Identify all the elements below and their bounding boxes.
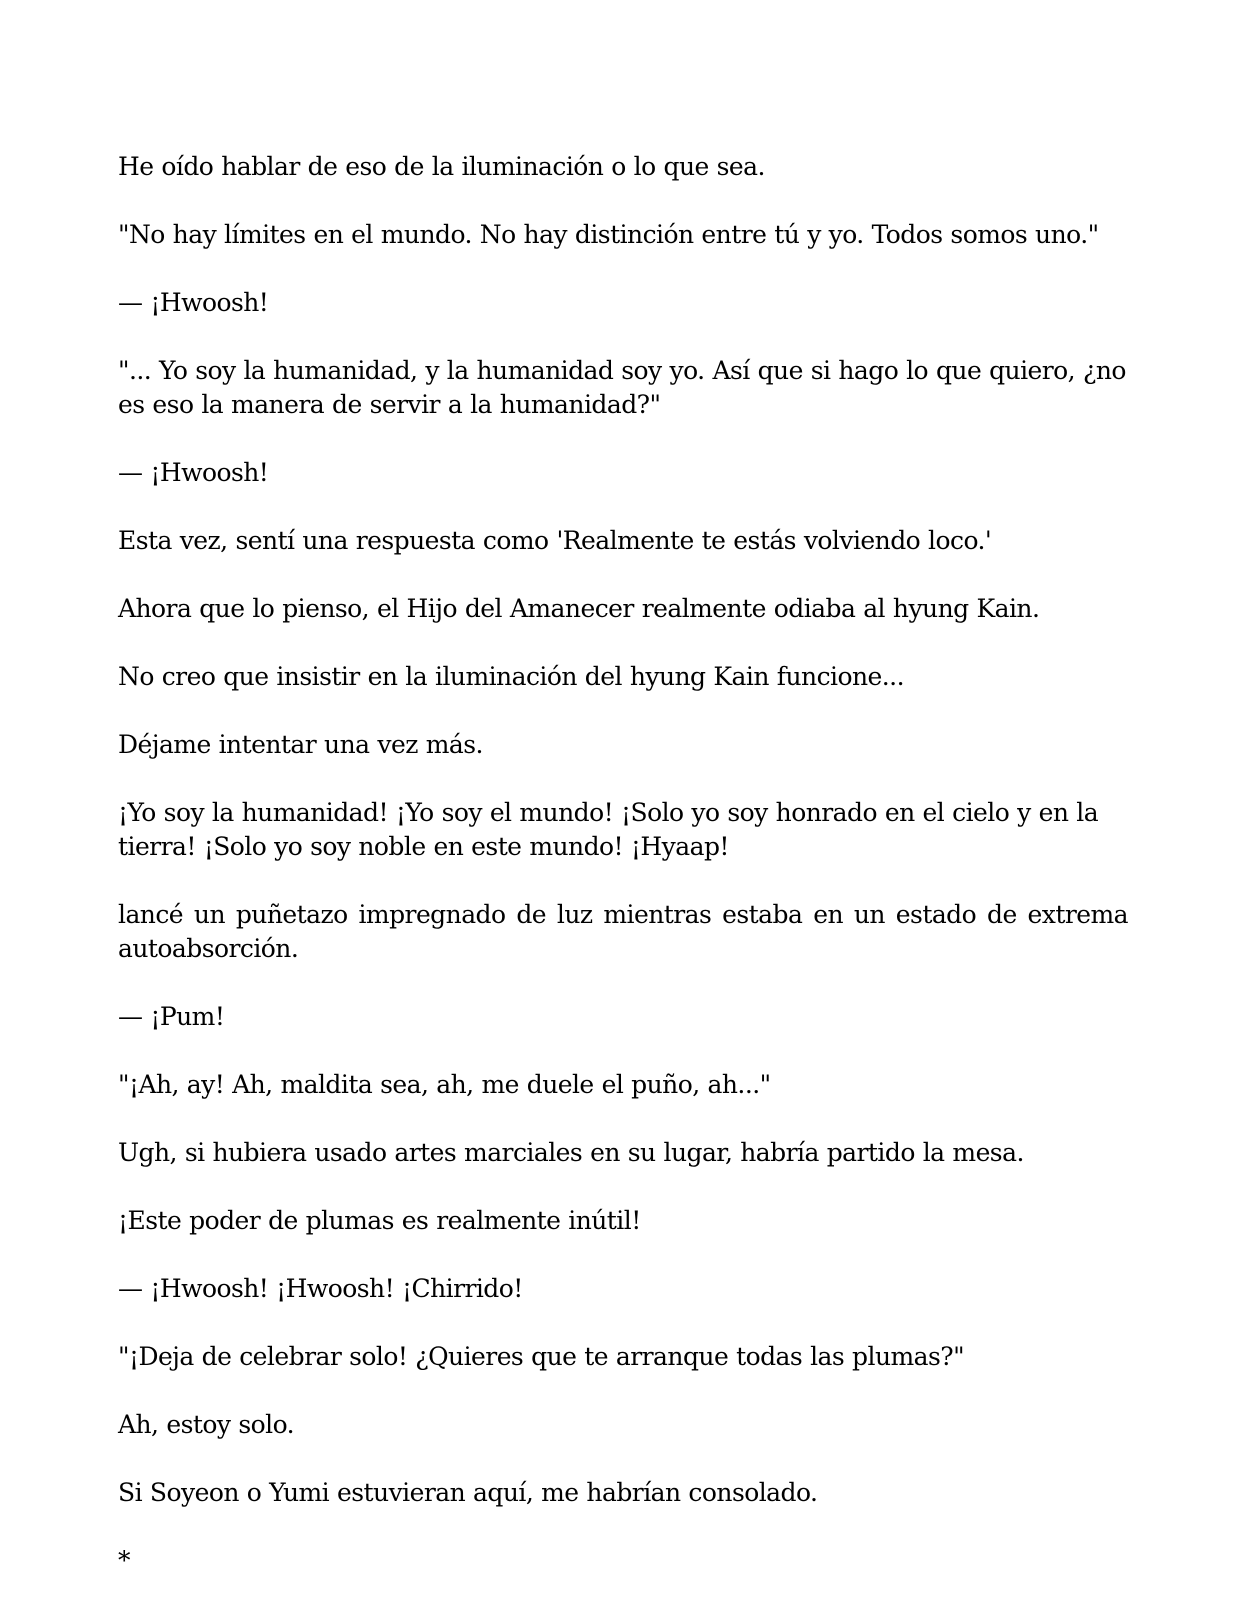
paragraph: Si Soyeon o Yumi estuvieran aquí, me habrían consolado. — [118, 1478, 818, 1507]
paragraph: — ¡Hwoosh! — [118, 458, 269, 487]
paragraph: Ah, estoy solo. — [118, 1410, 295, 1439]
paragraph: — ¡Hwoosh! — [118, 288, 269, 317]
paragraph: "No hay límites en el mundo. No hay distinción entre tú y yo. Todos somos uno." — [118, 220, 1099, 249]
paragraph: "... Yo soy la humanidad, y la humanidad soy yo. Así que si hago lo que quiero, ¿no es eso la manera de servir a la humanidad?" — [118, 356, 1126, 419]
paragraph: Ahora que lo pienso, el Hijo del Amanecer realmente odiaba al hyung Kain. — [118, 594, 1040, 623]
paragraph: No creo que insistir en la iluminación del hyung Kain funcione... — [118, 662, 904, 691]
paragraph: Ugh, si hubiera usado artes marciales en su lugar, habría partido la mesa. — [118, 1138, 1024, 1167]
document-body — [118, 150, 1128, 1578]
paragraph: — ¡Pum! — [118, 1002, 225, 1031]
section-separator: * — [118, 1546, 130, 1575]
paragraph: "¡Ah, ay! Ah, maldita sea, ah, me duele el puño, ah..." — [118, 1070, 771, 1099]
paragraph: ¡Este poder de plumas es realmente inútil! — [118, 1206, 641, 1235]
paragraph: lancé un puñetazo impregnado de luz mientras estaba en un estado de extrema autoabsorción. — [118, 900, 1128, 963]
paragraph: ¡Yo soy la humanidad! ¡Yo soy el mundo! ¡Solo yo soy honrado en el cielo y en la tierra! ¡Solo yo soy noble en este mundo! ¡Hyaap! — [118, 798, 1099, 861]
paragraph: "¡Deja de celebrar solo! ¿Quieres que te arranque todas las plumas?" — [118, 1342, 965, 1371]
paragraph: Déjame intentar una vez más. — [118, 730, 483, 759]
paragraph: — ¡Hwoosh! ¡Hwoosh! ¡Chirrido! — [118, 1274, 523, 1303]
paragraph: He oído hablar de eso de la iluminación o lo que sea. — [118, 152, 765, 181]
paragraph: Esta vez, sentí una respuesta como 'Realmente te estás volviendo loco.' — [118, 526, 992, 555]
